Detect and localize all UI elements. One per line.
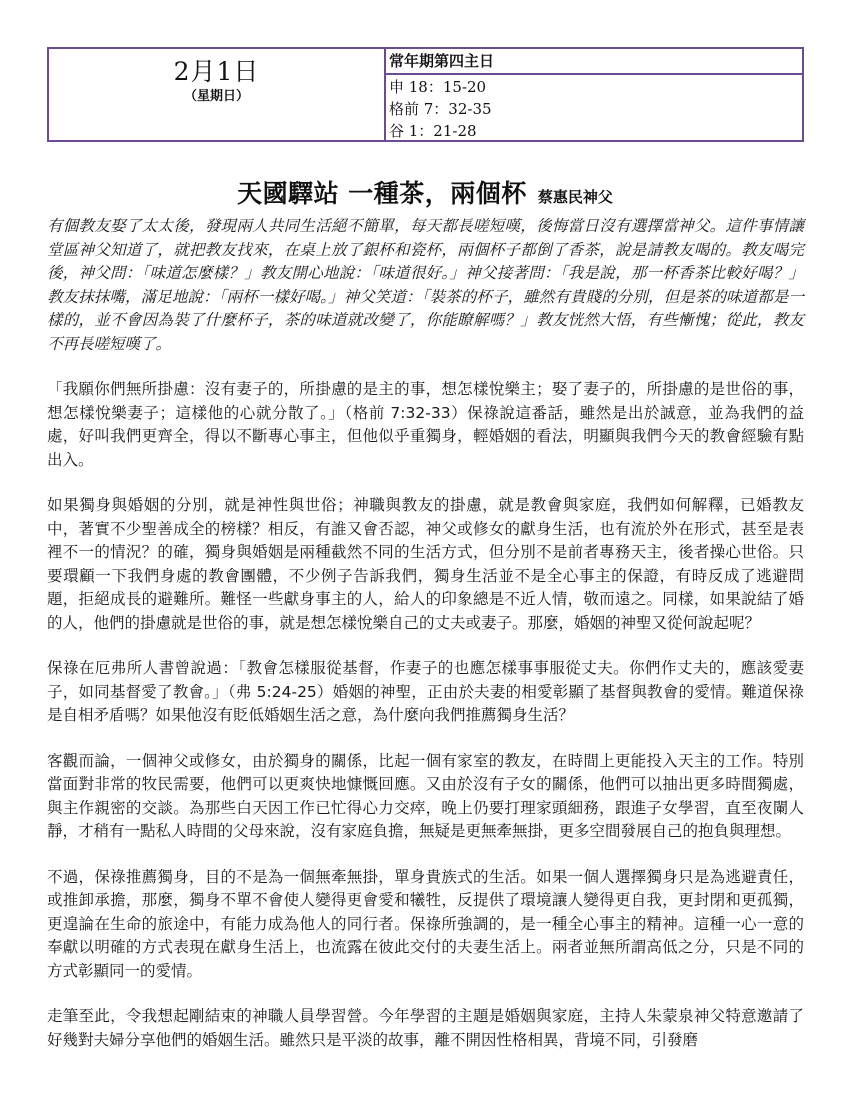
paragraph: 如果獨身與婚姻的分別，就是神性與世俗；神職與教友的掛慮，就是教會與家庭，我們如何解釋，已婚教友中，著實不少聖善成全的榜樣？相反，有誰又會否認，神父或修女的獻身生活，也有流於外在形式，甚至是表裡不一的情況？的確，獨身與婚姻是兩種截然不同的生活方式，但分別不是前者專務天主，後者操心世俗。只要環顧一下我們身處的教會團體，不少例子告訴我們，獨身生活並不是全心事主的保證，有時反成了逃避問題，拒絕成長的避難所。難怪一些獻身事主的人，給人的印象總是不近人情，敬而遠之。同樣，如果說結了婚的人，他們的掛慮就是世俗的事，就是想怎樣悅樂自己的丈夫或妻子。那麼，婚姻的神聖又從何說起呢？ [47, 496, 804, 632]
reading-second: 格前 7：32-35 [389, 100, 492, 118]
date-text: 2月1日 [173, 57, 260, 86]
paragraph-story: 有個教友娶了太太後，發現兩人共同生活絕不簡單，每天都長嗟短嘆，後悔當日沒有選擇當神父。這件事情讓堂區神父知道了，就把教友找來，在桌上放了銀杯和瓷杯，兩個杯子都倒了香茶，說是請教友喝的。教友喝完後，神父問：「味道怎麼樣？」教友開心地說：「味道很好。」神父接著問：「我是說，那一杯香茶比較好喝？」教友抹抹嘴，滿足地說：「兩杯一樣好喝。」神父笑道：「裝茶的杯子，雖然有貴賤的分別，但是茶的味道都是一樣的，並不會因為裝了什麼杯子，茶的味道就改變了，你能瞭解嗎？」教友恍然大悟，有些慚愧；從此，教友不再長嗟短嘆了。 [47, 217, 804, 353]
paragraph: 不過，保祿推薦獨身，目的不是為一個無牽無掛，單身貴族式的生活。如果一個人選擇獨身只是為逃避責任，或推卸承擔，那麼，獨身不單不會使人變得更會愛和犧牲，反提供了環境讓人變得更自我，更封閉和更孤獨，更遑論在生命的旅途中，有能力成為他人的同行者。保祿所強調的，是一種全心事主的精神。這種一心一意的奉獻以明確的方式表現在獻身生活上，也流露在彼此交付的夫妻生活上。兩者並無所謂高低之分，只是不同的方式彰顯同一的愛情。 [47, 867, 804, 980]
liturgy-title: 常年期第四主日 [386, 49, 802, 75]
article-title-row [0, 174, 850, 210]
readings-list [386, 75, 802, 142]
liturgy-header-table [47, 47, 804, 142]
weekday-text: （星期日） [183, 89, 249, 104]
paragraph: 保祿在厄弗所人書曾說過：「教會怎樣服從基督，作妻子的也應怎樣事事服從丈夫。你們作丈夫的，應該愛妻子，如同基督愛了教會。」（弗 5:24-25）婚姻的神聖，正由於夫妻的相愛彰顯了基督與教會的愛情。難道保祿是自相矛盾嗎？如果他沒有貶低婚姻生活之意，為什麼向我們推薦獨身生活？ [47, 659, 804, 724]
article-author: 蔡惠民神父 [537, 188, 613, 206]
paragraph: 客觀而論，一個神父或修女，由於獨身的關係，比起一個有家室的教友，在時間上更能投入天主的工作。特別當面對非常的牧民需要，他們可以更爽快地慷慨回應。又由於沒有子女的關係，他們可以抽出更多時間獨處，與主作親密的交談。為那些白天因工作已忙得心力交瘁，晚上仍要打理家頭細務，跟進子女學習，直至夜闌人靜，才稍有一點私人時間的父母來說，沒有家庭負擔，無疑是更無牽無掛，更多空間發展自己的抱負與理想。 [47, 751, 804, 840]
reading-gospel: 谷 1：21-28 [389, 122, 477, 140]
paragraph: 「我願你們無所掛慮：沒有妻子的，所掛慮的是主的事，想怎樣悅樂主；娶了妻子的，所掛慮的是世俗的事，想怎樣悅樂妻子；這樣他的心就分散了。」（格前 7:32-33）保祿說這番話，雖然是出於誠意，並為我們的益處，好叫我們更齊全，得以不斷專心事主，但他似乎重獨身，輕婚姻的看法，明顯與我們今天的教會經驗有點出入。 [47, 380, 804, 469]
article-body [47, 215, 804, 1074]
reading-first: 申 18：15-20 [389, 78, 487, 96]
article-title: 天國驛站 一種茶，兩個杯 [237, 179, 527, 208]
paragraph: 走筆至此，令我想起剛結束的神職人員學習營。今年學習的主題是婚姻與家庭，主持人朱蒙泉神父特意邀請了好幾對夫婦分享他們的婚姻生活。雖然只是平淡的故事，離不開因性格相異，背境不同，引發磨 [47, 1007, 804, 1049]
liturgy-info-cell [386, 49, 802, 140]
date-cell [49, 49, 386, 140]
